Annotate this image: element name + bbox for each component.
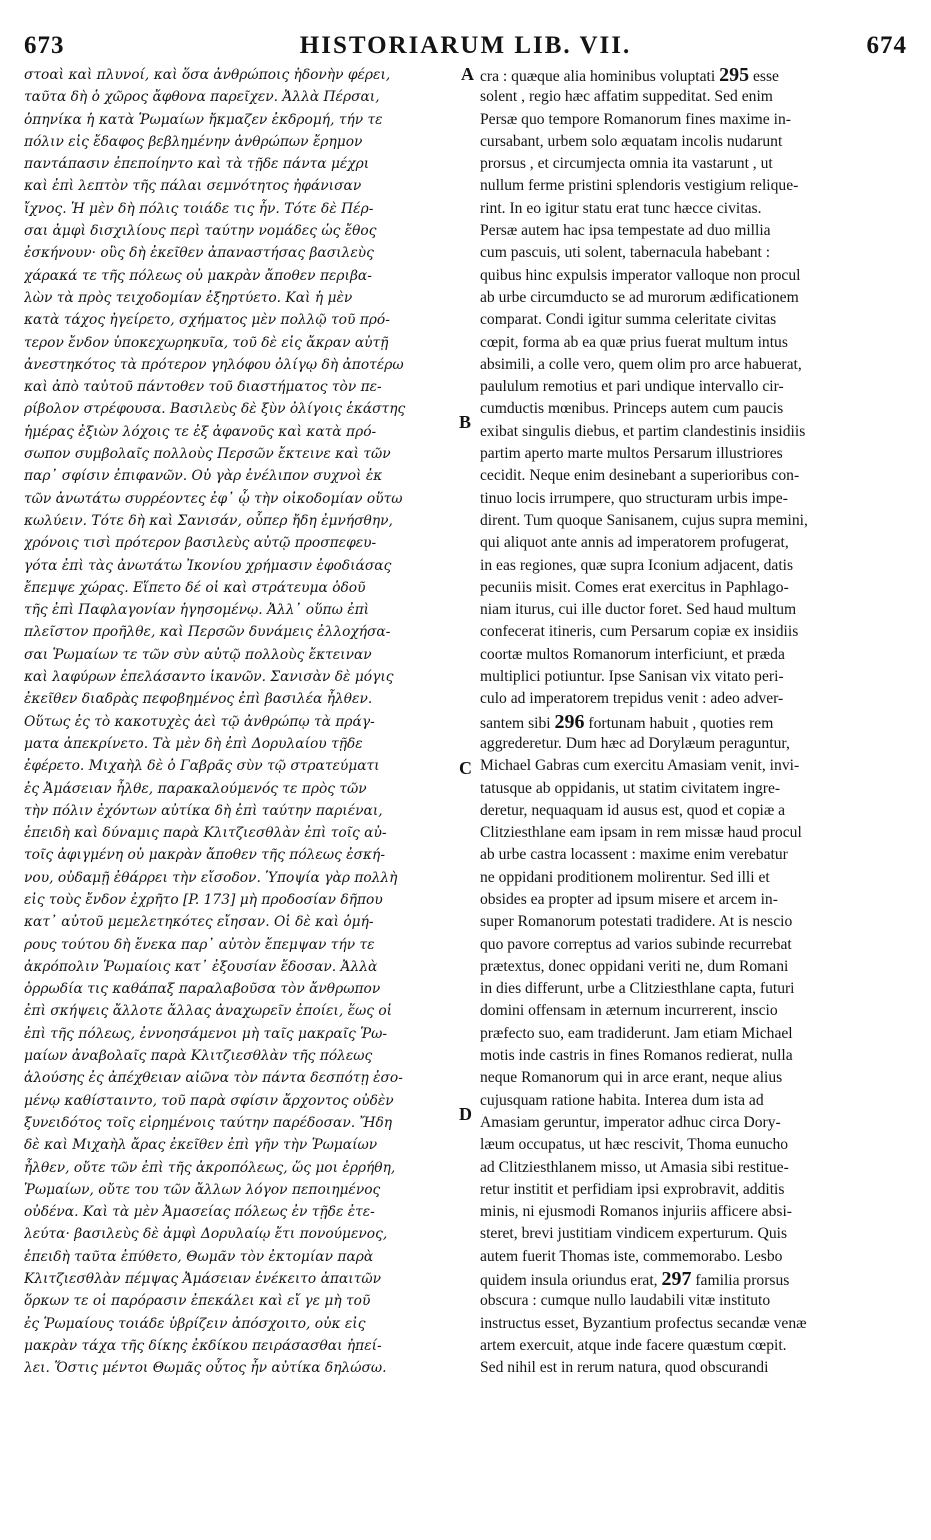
latin-line: [480, 109, 900, 131]
greek-line: οὐδένα. Καὶ τὰ μὲν Ἀμασείας πόλεως ἐν τῇδε ἐτε-: [24, 1204, 375, 1221]
greek-line: στοαὶ καὶ πλυνοί, καὶ ὅσα ἀνθρώποις ἡδονὴν φέρει,: [24, 67, 391, 83]
latin-line-text: neque Romanorum qui in arce erant, neque alius: [480, 1069, 783, 1087]
latin-line: [480, 956, 900, 978]
greek-line: ἐς Ἀμάσειαν ἦλθε, παρακαλούμενός τε πρὸς τῶν: [24, 780, 367, 797]
latin-line: [480, 1268, 900, 1290]
greek-line: σαι ἀμφὶ δισχιλίους περὶ ταύτην νομάδες ὡς ἔθος: [24, 223, 377, 240]
latin-line: [480, 153, 900, 175]
latin-line-text: niam iturus, cui ille ductor foret. Sed haud multum: [480, 601, 797, 619]
latin-line-text: cra : quæque alia hominibus voluptati: [480, 68, 716, 85]
greek-line: ἐπειδὴ ταῦτα ἐπύθετο, Θωμᾶν τὸν ἐκτομίαν παρὰ: [24, 1248, 374, 1265]
latin-line: [480, 309, 900, 331]
latin-line-text: domini offensam in æternum incurrerent, inscio: [480, 1002, 778, 1020]
latin-line-text: culo ad imperatorem trepidus venit : adeo adver-: [480, 690, 784, 708]
latin-line-tail: fortunam habuit , quoties rem: [584, 714, 774, 732]
latin-line-text: cursabant, urbem solo æquatam incolis nudarunt: [480, 132, 783, 150]
latin-line-text: in eas regiones, quæ supra Iconium adjacent, datis: [480, 556, 794, 574]
greek-line: τὴν πόλιν ἐχόντων αὐτίκα δὴ ἐπὶ ταύτην παριέναι,: [24, 802, 383, 819]
latin-text-column: [480, 64, 900, 1380]
latin-line: [480, 666, 900, 688]
greek-line: ὁπηνίκα ἡ κατὰ Ῥωμαίων ἤκμαζεν ἐκδρομή, τήν τε: [24, 111, 383, 128]
latin-line-text: tinuo locis irrumpere, quo structuram urbis impe-: [480, 489, 788, 507]
greek-line: ἐπὶ σκήψεις ἄλλοτε ἄλλας ἀναχωρεῖν ἐποίει, ἕως οἱ: [24, 1003, 393, 1020]
greek-line: ἐπὶ τῆς πόλεως, ἐννοησάμενοι μὴ ταῖς μακραῖς Ῥω-: [24, 1025, 388, 1042]
greek-line: σαι Ῥωμαίων τε τῶν σὺν αὐτῷ πολλοὺς ἔκτειναν: [24, 646, 372, 663]
page-header: [0, 0, 931, 62]
latin-line: [480, 577, 900, 599]
latin-line-text: tatusque ab oppidanis, ut statim civitatem ingre-: [480, 779, 781, 797]
latin-line: [480, 64, 900, 86]
greek-line: ἁλούσης ἐς ἀπέχθειαν αἰῶνα τὸν πάντα δεσπότῃ ἐσο-: [24, 1070, 403, 1087]
latin-line-text: paululum remotius et pari undique intervallo cir-: [480, 378, 784, 396]
latin-line-text: santem sibi: [480, 714, 551, 732]
latin-line-text: prorsus , et circumjecta omnia ita vastarunt , ut: [480, 155, 773, 173]
ref-number-296: 296: [554, 710, 585, 733]
greek-line: μαίων ἀναβολαῖς παρὰ Κλιτζιεσθλὰν τῆς πόλεως: [24, 1048, 373, 1065]
latin-line-text: aggrederetur. Dum hæc ad Dorylæum peraguntur,: [480, 734, 790, 752]
greek-line: λὼν τὰ πρὸς τειχοδομίαν ἐξηρτύετο. Καὶ ἡ μὲν: [24, 289, 353, 306]
greek-line: ἔπεμψε χώρας. Εἵπετο δέ οἱ καὶ στράτευμα ὁδοῦ: [24, 579, 366, 596]
latin-line: [480, 1246, 900, 1268]
greek-line: καὶ ἀπὸ ταὐτοῦ πάντοθεν τοῦ διαστήματος τὸν πε-: [24, 379, 382, 396]
latin-line: [480, 354, 900, 376]
page-number-left: 673: [24, 32, 65, 59]
latin-line-text: exibat singulis diebus, et partim clandestinis insidiis: [480, 422, 806, 440]
latin-line: [480, 755, 900, 777]
latin-line: [480, 1000, 900, 1022]
greek-line: παρ᾽ σφίσιν ἐπιφανῶν. Οὐ γὰρ ἐνέλιπον συχνοὶ ἐκ: [24, 468, 383, 485]
latin-line: [480, 175, 900, 197]
greek-line: λεύτα· βασιλεὺς δὲ ἀμφὶ Δορυλαίῳ ἔτι πονούμενος,: [24, 1226, 388, 1243]
ref-number-295: 295: [719, 64, 750, 86]
latin-line: [480, 1335, 900, 1357]
latin-line: [480, 889, 900, 911]
latin-line-text: ne oppidani proditionem molirentur. Sed illi et: [480, 868, 770, 886]
latin-line-text: solent , regio hæc affatim suppeditat. Sed enim: [480, 88, 773, 106]
latin-line-text: in dies differunt, urbe a Clitziesthlane capta, futuri: [480, 980, 795, 998]
latin-line-text: comparat. Condi igitur summa celeritate civitas: [480, 311, 777, 329]
latin-line: [480, 465, 900, 487]
running-title: HISTORIARUM LIB. VII.: [299, 32, 632, 59]
latin-line-tail: familia prorsus: [691, 1272, 790, 1290]
latin-line: [480, 599, 900, 621]
greek-line: χάρακά τε τῆς πόλεως οὐ μακρὰν ἄποθεν περιβα-: [24, 267, 372, 284]
greek-line: μακρὰν τάχα τῆς δίκης ἐκδίκου πειράσασθαι ἠπεί-: [24, 1337, 382, 1354]
greek-line: γότα ἐπὶ τὰς ἀνωτάτω Ἰκονίου χρήμασιν ἐφοδιάσας: [24, 557, 392, 574]
latin-line: [480, 1223, 900, 1245]
greek-line: Κλιτζιεσθλὰν πέμψας Ἀμάσειαν ἐνέκειτο ἀπαιτῶν: [24, 1271, 381, 1288]
greek-line: μένῳ καθίσταιντο, τοῦ παρὰ σφίσιν ἄρχοντος οὐδὲν: [24, 1092, 394, 1109]
latin-line: [480, 398, 900, 420]
latin-line: [480, 1023, 900, 1045]
latin-line-text: læum occupatus, ut hæc rescivit, Thoma eunucho: [480, 1136, 789, 1154]
latin-line: [480, 220, 900, 242]
latin-line: [480, 800, 900, 822]
latin-line-text: quo pavore correptus ad varios subinde recurrebat: [480, 935, 792, 953]
greek-line: ὅρκων τε οἱ παρόρασιν ἐπεκάλει καὶ εἴ γε μὴ τοῦ: [24, 1293, 371, 1310]
latin-line-text: cum pascuis, uti solent, tabernacula habebant :: [480, 244, 771, 262]
latin-line-text: præfecto suo, eam tradiderunt. Jam etiam Michael: [480, 1024, 793, 1042]
latin-line-tail: esse: [749, 68, 779, 85]
greek-line: ἀκρόπολιν Ῥωμαίοις κατ᾽ ἐξουσίαν ἔδοσαν. Ἀλλὰ: [24, 958, 378, 975]
latin-line: [480, 1045, 900, 1067]
latin-line: [480, 733, 900, 755]
greek-line: πόλιν εἰς ἔδαφος βεβλημένην ἀνθρώπων ἔρημον: [24, 133, 363, 150]
latin-line: [480, 1179, 900, 1201]
margin-marker-b: B: [459, 412, 472, 432]
latin-line: [480, 711, 900, 733]
latin-line-text: motis inde castris in fines Romanos redierat, nulla: [480, 1047, 793, 1065]
greek-text-column: [24, 64, 456, 1380]
latin-line: [480, 421, 900, 443]
latin-line: [480, 86, 900, 108]
latin-line: [480, 242, 900, 264]
greek-line: ἐκεῖθεν διαδρὰς πεφοβημένος ἐπὶ βασιλέα ἦλθεν.: [24, 691, 373, 708]
latin-line: [480, 510, 900, 532]
latin-line: [480, 1112, 900, 1134]
greek-line: ρίβολον στρέφουσα. Βασιλεὺς δὲ ξὺν ὀλίγοις ἑκάστης: [24, 401, 406, 418]
greek-line: κωλύειν. Τότε δὴ καὶ Σανισάν, οὗπερ ἤδη ἐμνήσθην,: [24, 512, 393, 529]
latin-line: [480, 688, 900, 710]
greek-line: τοῖς ἀφιγμένη οὐ μακρὰν ἄποθεν τῆς πόλεως ἐσκή-: [24, 847, 385, 864]
greek-line: ἐς Ῥωμαίους τοιάδε ὑβρίζειν ἀπόσχοιτο, οὐκ εἰς: [24, 1315, 366, 1332]
page-number-right: 674: [866, 32, 907, 59]
latin-line-text: cujusquam ratione habita. Interea dum ista ad: [480, 1091, 764, 1109]
latin-line-text: cecidit. Neque enim desinebant a superioribus con-: [480, 467, 800, 485]
greek-line: ξυνειδότος τοῖς εἰρημένοις ταύτην παρέδοσαν. Ἤδη: [24, 1114, 393, 1131]
greek-line: ἴχνος. Ἡ μὲν δὴ πόλις τοιάδε τις ἦν. Τότε δὲ Πέρ-: [24, 200, 374, 217]
latin-line-text: autem fuerit Thomas iste, commemorabo. Lesbo: [480, 1247, 783, 1265]
greek-line: ἦλθεν, οὔτε τῶν ἐπὶ τῆς ἀκροπόλεως, ὥς μοι ἐρρήθη,: [24, 1159, 396, 1176]
latin-line: [480, 287, 900, 309]
greek-line: καὶ ἐπὶ λεπτὸν τῆς πάλαι σεμνότητος ἠφάνισαν: [24, 178, 362, 195]
margin-marker-d: D: [459, 1104, 472, 1124]
ref-number-297: 297: [661, 1268, 692, 1291]
greek-line: τερον ἔνδον ὑποκεχωρηκυῖα, τοῦ δὲ εἰς ἄκραν αὐτῇ: [24, 334, 389, 351]
latin-line: [480, 1090, 900, 1112]
greek-line: κατὰ τάχος ἠγείρετο, σχήματος μὲν πολλῷ τοῦ πρό-: [24, 312, 390, 329]
latin-line-text: partim aperto marte multos Persarum illustriores: [480, 445, 783, 463]
latin-line: [480, 1157, 900, 1179]
latin-line: [480, 265, 900, 287]
latin-line-text: instructus esset, Byzantium profectus secandæ venæ: [480, 1314, 807, 1332]
latin-line-text: cœpit, forma ab ea quæ prius fuerat multum intus: [480, 333, 788, 351]
latin-line-text: ad Clitziesthlanem misso, ut Amasia sibi restitue-: [480, 1158, 789, 1176]
latin-line: [480, 1357, 900, 1379]
greek-line: δὲ καὶ Μιχαὴλ ἄρας ἐκεῖθεν ἐπὶ γῆν τὴν Ῥωμαίων: [24, 1137, 378, 1154]
latin-line-text: quibus hinc expulsis imperator valloque non procul: [480, 266, 801, 284]
latin-line-text: Sed nihil est in rerum natura, quod obscurandi: [480, 1359, 769, 1377]
latin-line: [480, 1134, 900, 1156]
latin-line-text: Michael Gabras cum exercitu Amasiam venit, invi-: [480, 757, 800, 775]
latin-line-text: prætextus, donec oppidani veriti ne, dum Romani: [480, 957, 789, 975]
latin-line: [480, 911, 900, 933]
greek-line: χρόνοις τισὶ πρότερον βασιλεὺς αὐτῷ προσπεφευ-: [24, 535, 377, 552]
greek-line: Οὕτως ἐς τὸ κακοτυχὲς ἀεὶ τῷ ἀνθρώπῳ τὰ πράγ-: [24, 713, 375, 730]
latin-line-text: confecerat itineris, cum Persarum copiæ ex insidiis: [480, 623, 799, 641]
greek-line: κατ᾽ αὐτοῦ μεμελετηκότες εἴησαν. Οἱ δὲ καὶ ὁμή-: [24, 914, 374, 931]
greek-line: ματα ἀπεκρίνετο. Τὰ μὲν δὴ ἐπὶ Δορυλαίου τῇδε: [24, 735, 363, 752]
greek-line: ἐφέρετο. Μιχαὴλ δὲ ὁ Γαβρᾶς σὺν τῷ στρατεύματι: [24, 758, 380, 775]
latin-line-text: ab urbe castra locassent : maxime enim verebatur: [480, 846, 788, 864]
greek-line: ἐσκήνουν· οὓς δὴ ἐκεῖθεν ἀπαναστήσας βασιλεὺς: [24, 245, 374, 262]
latin-line: [480, 1313, 900, 1335]
latin-line-text: Amasiam geruntur, imperator adhuc circa Dory-: [480, 1113, 781, 1131]
latin-line: [480, 332, 900, 354]
greek-line: ἡμέρας ἐξιὼν λόχοις τε ἐξ ἀφανοῦς καὶ κατὰ πρό-: [24, 423, 377, 440]
greek-line: ρους τούτου δὴ ἕνεκα παρ᾽ αὐτὸν ἔπεμψαν τήν τε: [24, 936, 375, 953]
latin-line-text: steret, brevi justitiam vindicem experturum. Quis: [480, 1225, 788, 1243]
greek-line: καὶ λαφύρων ἐπελάσαντο ἱκανῶν. Σανισὰν δὲ μόγις: [24, 669, 394, 686]
latin-line: [480, 978, 900, 1000]
latin-line-text: artem exercuit, atque inde facere quæstum cœpit.: [480, 1336, 787, 1354]
greek-line: παντάπασιν ἐπεποίηντο καὶ τὰ τῇδε πάντα μέχρι: [24, 156, 370, 173]
latin-line-text: absimili, a colle vero, quem olim pro arce habuerat,: [480, 355, 802, 373]
latin-line-text: cumductis mœnibus. Princeps autem cum paucis: [480, 400, 784, 418]
latin-line: [480, 443, 900, 465]
latin-line: [480, 867, 900, 889]
latin-line: [480, 555, 900, 577]
latin-line: [480, 131, 900, 153]
latin-line: [480, 644, 900, 666]
greek-line: τῆς ἐπὶ Παφλαγονίαν ἡγησομένῳ. Ἀλλ᾽ οὕπω ἐπὶ: [24, 602, 370, 619]
latin-line-text: deretur, nequaquam id ausus est, quod et copiæ a: [480, 801, 786, 819]
greek-line: λει. Ὅστις μέντοι Θωμᾶς οὗτος ἦν αὐτίκα δηλώσω.: [24, 1360, 387, 1377]
latin-line-text: retur institit et perfidiam ipsi exprobravit, additis: [480, 1180, 785, 1198]
latin-line-text: qui aliquot ante annis ad imperatorem profugerat,: [480, 534, 789, 552]
latin-line: [480, 1067, 900, 1089]
latin-line: [480, 822, 900, 844]
latin-line-text: super Romanorum potestati tradidere. At is nescio: [480, 913, 793, 931]
latin-line: [480, 778, 900, 800]
latin-line: [480, 621, 900, 643]
latin-line-text: Clitziesthlane eam ipsam in rem missæ haud procul: [480, 824, 802, 842]
latin-line: [480, 844, 900, 866]
latin-line: [480, 1290, 900, 1312]
latin-line-text: multiplici potiuntur. Ipse Sanisan vix vitato peri-: [480, 668, 784, 686]
margin-marker-c: C: [459, 758, 472, 778]
greek-line: σωπον συμβολαῖς πολλοὺς Περσῶν ἔκτεινε καὶ τῶν: [24, 446, 391, 463]
latin-line-text: nullum ferme pristini splendoris vestigium relique-: [480, 177, 799, 195]
latin-line-text: obscura : cumque nullo laudabili vitæ instituto: [480, 1292, 771, 1310]
margin-marker-a: A: [461, 64, 474, 84]
greek-line: ἐπειδὴ καὶ δύναμις παρὰ Κλιτζιεσθλὰν ἐπὶ τοῖς αὐ-: [24, 825, 387, 842]
latin-line: [480, 532, 900, 554]
latin-line-text: pecuniis misit. Comes erat exercitus in Paphlago-: [480, 578, 789, 596]
latin-line-text: dirent. Tum quoque Sanisanem, cujus supra memini,: [480, 511, 808, 529]
greek-line: τῶν ἀνωτάτω συρρέοντες ἐφ᾽ ᾧ τὴν οἰκοδομίαν οὕτω: [24, 490, 403, 507]
latin-line-text: Persæ quo tempore Romanorum fines maxime in-: [480, 110, 791, 128]
latin-line-text: ab urbe circumducto se ad murorum ædificationem: [480, 288, 799, 306]
latin-line: [480, 488, 900, 510]
latin-line-text: quidem insula oriundus erat,: [480, 1272, 658, 1290]
greek-line: εἰς τοὺς ἔνδον ἐχρῆτο [P. 173] μὴ προδοσίαν δῆπου: [24, 891, 383, 908]
latin-line-text: coortæ multos Romanorum interficiunt, et præda: [480, 645, 785, 663]
latin-line-text: obsides ea propter ad ipsum misere et arcem in-: [480, 890, 778, 908]
latin-line-text: rint. In eo igitur statu erat tunc hæcce civitas.: [480, 199, 762, 217]
latin-line-text: Persæ autem hac ipsa tempestate ad duo millia: [480, 222, 771, 240]
latin-line: [480, 934, 900, 956]
greek-line: πλεῖστον προῆλθε, καὶ Περσῶν δυνάμεις ἐλλοχήσα-: [24, 624, 391, 641]
latin-line: [480, 1201, 900, 1223]
greek-line: νου, οὐδαμῇ ἐθάρρει τὴν εἴσοδον. Ὑποψία γὰρ πολλὴ: [24, 869, 398, 886]
latin-line-text: minis, ni ejusmodi Romanos injuriis afficere absi-: [480, 1203, 792, 1221]
greek-line: ὀρρωδία τις καθάπαξ παραλαβοῦσα τὸν ἄνθρωπον: [24, 981, 381, 998]
greek-line: ταῦτα δὴ ὁ χῶρος ἄφθονα παρεῖχεν. Ἀλλὰ Πέρσαι,: [24, 89, 380, 106]
greek-line: ἀνεστηκότος τὰ πρότερον γηλόφου ὀλίγῳ δὴ ἀποτέρω: [24, 356, 404, 373]
latin-line: [480, 376, 900, 398]
greek-line: Ῥωμαίων, οὔτε του τῶν ἄλλων λόγον πεποιημένος: [24, 1181, 381, 1198]
latin-line: [480, 198, 900, 220]
